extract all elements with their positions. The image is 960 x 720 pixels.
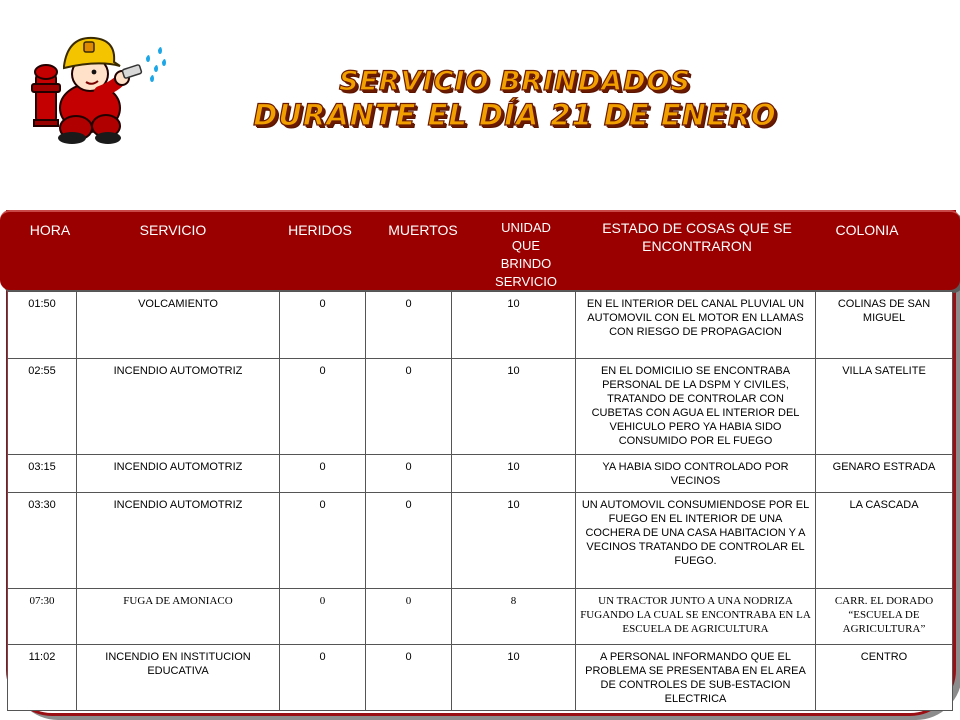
table-row — [8, 645, 953, 711]
cell-heridos: 0 — [280, 645, 366, 711]
cell-colonia: COLINAS DE SAN MIGUEL — [816, 292, 953, 359]
cell-heridos: 0 — [280, 589, 366, 645]
cell-servicio: VOLCAMIENTO — [77, 292, 280, 359]
title-line-2: DURANTE EL DÍA 21 DE ENERO — [253, 98, 777, 132]
cell-servicio: INCENDIO AUTOMOTRIZ — [77, 455, 280, 493]
cell-muertos: 0 — [366, 359, 452, 455]
cell-colonia: VILLA SATELITE — [816, 359, 953, 455]
cell-servicio: INCENDIO AUTOMOTRIZ — [77, 493, 280, 589]
cell-unidad: 10 — [452, 292, 576, 359]
cell-unidad: 10 — [452, 359, 576, 455]
cell-hora: 07:30 — [8, 589, 77, 645]
cell-muertos: 0 — [366, 292, 452, 359]
header-estado — [582, 219, 812, 255]
cell-colonia: CENTRO — [816, 645, 953, 711]
table-row — [8, 359, 953, 455]
cell-estado: EN EL INTERIOR DEL CANAL PLUVIAL UN AUTOMOVIL CON EL MOTOR EN LLAMAS CON RIESGO DE PROPAGACION — [576, 292, 816, 359]
cell-unidad: 10 — [452, 645, 576, 711]
header-unidad — [478, 219, 574, 291]
cell-servicio: FUGA DE AMONIACO — [77, 589, 280, 645]
cell-estado: EN EL DOMICILIO SE ENCONTRABA PERSONAL DE LA DSPM Y CIVILES, TRATANDO DE CONTROLAR CON CUBETAS CON AGUA EL INTERIOR DEL VEHICULO PERO YA HABIA SIDO CONSUMIDO POR EL FUEGO — [576, 359, 816, 455]
cell-heridos: 0 — [280, 493, 366, 589]
cell-servicio: INCENDIO AUTOMOTRIZ — [77, 359, 280, 455]
cell-colonia: LA CASCADA — [816, 493, 953, 589]
cell-hora: 11:02 — [8, 645, 77, 711]
cell-hora: 02:55 — [8, 359, 77, 455]
cell-hora: 03:15 — [8, 455, 77, 493]
cell-estado: YA HABIA SIDO CONTROLADO POR VECINOS — [576, 455, 816, 493]
cell-heridos: 0 — [280, 292, 366, 359]
header-unidad-line3: BRINDO — [500, 256, 552, 271]
cell-estado: UN TRACTOR JUNTO A UNA NODRIZA FUGANDO LA CUAL SE ENCONTRABA EN LA ESCUELA DE AGRICULTURA — [576, 589, 816, 645]
header-colonia: COLONIA — [835, 222, 899, 238]
cell-unidad: 10 — [452, 493, 576, 589]
cell-colonia: CARR. EL DORADO “ESCUELA DE AGRICULTURA” — [816, 589, 953, 645]
cell-heridos: 0 — [280, 359, 366, 455]
cell-estado: A PERSONAL INFORMANDO QUE EL PROBLEMA SE PRESENTABA EN EL AREA DE CONTROLES DE SUB-ESTACION ELECTRICA — [576, 645, 816, 711]
header-unidad-line4: SERVICIO — [495, 274, 557, 289]
table-row — [8, 589, 953, 645]
cell-heridos: 0 — [280, 455, 366, 493]
cell-muertos: 0 — [366, 645, 452, 711]
header-estado-line1: ESTADO DE COSAS QUE SE — [602, 220, 792, 236]
cell-hora: 03:30 — [8, 493, 77, 589]
table-row — [8, 455, 953, 493]
table-row — [8, 292, 953, 359]
cell-unidad: 10 — [452, 455, 576, 493]
header-unidad-line1: UNIDAD — [501, 220, 551, 235]
header-unidad-line2: QUE — [511, 238, 541, 253]
cell-colonia: GENARO ESTRADA — [816, 455, 953, 493]
header-muertos: MUERTOS — [388, 222, 458, 238]
header-estado-line2: ENCONTRARON — [642, 238, 752, 254]
title-line-1: SERVICIO BRINDADOS — [339, 66, 691, 97]
cell-muertos: 0 — [366, 493, 452, 589]
header-servicio: SERVICIO — [139, 222, 207, 238]
cell-estado: UN AUTOMOVIL CONSUMIENDOSE POR EL FUEGO EN EL INTERIOR DE UNA COCHERA DE UNA CASA HABITACION Y A VECINOS TRATANDO DE CONTROLAR EL FUEGO. — [576, 493, 816, 589]
cell-muertos: 0 — [366, 455, 452, 493]
cell-unidad: 8 — [452, 589, 576, 645]
header-hora: HORA — [29, 222, 71, 238]
header-heridos: HERIDOS — [288, 222, 352, 238]
cell-servicio: INCENDIO EN INSTITUCION EDUCATIVA — [77, 645, 280, 711]
cell-muertos: 0 — [366, 589, 452, 645]
table-header — [0, 210, 960, 290]
services-table — [7, 291, 953, 711]
cell-hora: 01:50 — [8, 292, 77, 359]
table-row — [8, 493, 953, 589]
